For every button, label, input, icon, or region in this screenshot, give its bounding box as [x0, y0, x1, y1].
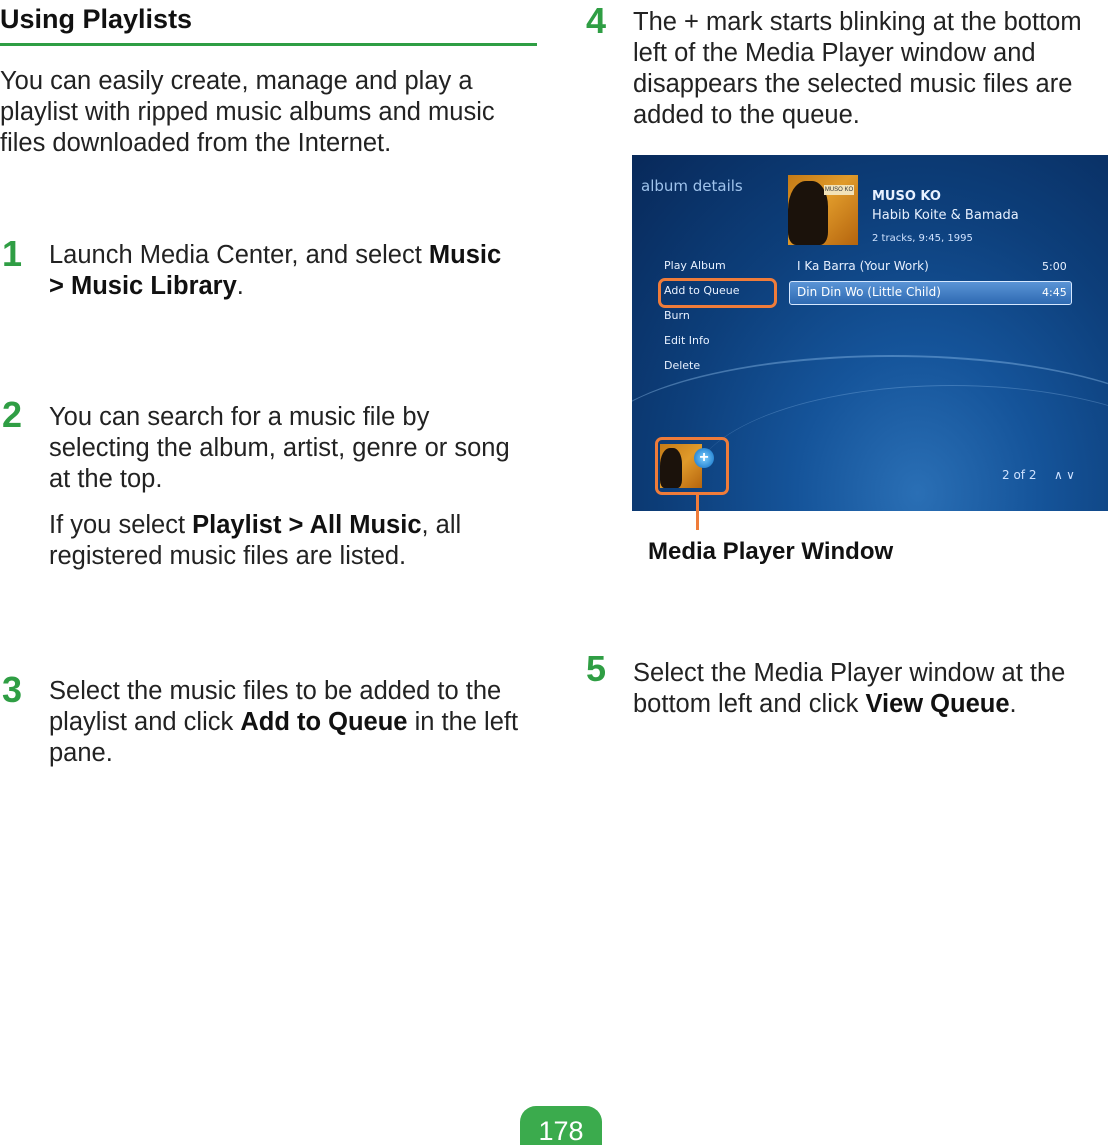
- step-2-number: 2: [2, 394, 23, 435]
- album-cover-figure: [788, 181, 828, 245]
- section-title: Using Playlists: [0, 4, 193, 34]
- step-2-note-bold: Playlist > All Music: [192, 511, 422, 539]
- track-2-duration: 4:45: [1042, 286, 1067, 299]
- callout-line: [696, 492, 699, 530]
- step-3-text: [49, 676, 539, 769]
- menu-edit-info[interactable]: Edit Info: [664, 334, 710, 347]
- step-4-text: The + mark starts blinking at the bottom left of the Media Player window and disappears the selected music files are added to the queue.: [633, 8, 1082, 129]
- menu-add-to-queue[interactable]: Add to Queue: [664, 284, 740, 297]
- step-2-note: [49, 510, 529, 572]
- media-center-screenshot: [632, 155, 1108, 511]
- media-player-highlight: [655, 437, 729, 495]
- step-4-number: 4: [586, 0, 607, 41]
- pager-text: 2 of 2: [1002, 468, 1037, 482]
- menu-play-album[interactable]: Play Album: [664, 259, 726, 272]
- step-2-text: You can search for a music file by selecting the album, artist, genre or song at the top.: [49, 403, 510, 493]
- step-1-bold: Music > Music Library: [49, 241, 502, 300]
- intro-paragraph: You can easily create, manage and play a playlist with ripped music albums and music files downloaded from the Internet.: [0, 67, 495, 157]
- menu-burn[interactable]: Burn: [664, 309, 690, 322]
- page-number: 178: [538, 1116, 584, 1146]
- album-cover-tag: MUSO KO: [824, 187, 854, 193]
- step-5-bold: View Queue: [865, 690, 1010, 718]
- title-divider: [0, 43, 537, 46]
- album-details-heading: album details: [641, 177, 743, 195]
- step-2-note-before: If you select: [49, 511, 193, 539]
- step-5-text-before: Select the Media Player window at the bottom left and click: [633, 659, 1066, 718]
- step-1-text-before: Launch Media Center, and select: [49, 241, 429, 269]
- chevron-up-down-icon[interactable]: ∧ ∨: [1054, 468, 1075, 482]
- album-artist: Habib Koite & Bamada: [872, 208, 1019, 223]
- step-1-number: 1: [2, 233, 23, 274]
- step-3-text-before: Select the music files to be added to the playlist and click: [49, 677, 502, 736]
- album-title: MUSO KO: [872, 189, 941, 204]
- step-5-number: 5: [586, 648, 607, 689]
- add-to-queue-highlight: [658, 278, 777, 308]
- album-meta: 2 tracks, 9:45, 1995: [872, 233, 973, 244]
- step-5-text: [633, 658, 1117, 720]
- track-2-title[interactable]: Din Din Wo (Little Child): [797, 285, 941, 299]
- album-cover-image: [788, 175, 858, 245]
- step-2-note-after: , all registered music files are listed.: [49, 511, 462, 570]
- track-1-duration: 5:00: [1042, 260, 1067, 273]
- step-1-text: [49, 240, 519, 302]
- step-3-number: 3: [2, 669, 23, 710]
- step-5-text-after: .: [1009, 690, 1017, 718]
- callout-label: Media Player Window: [648, 538, 894, 565]
- step-1-text-after: .: [236, 272, 244, 300]
- step-3-text-after: in the left pane.: [49, 708, 519, 767]
- step-3-bold: Add to Queue: [240, 708, 408, 736]
- track-1-title[interactable]: I Ka Barra (Your Work): [797, 259, 929, 273]
- menu-delete[interactable]: Delete: [664, 359, 701, 372]
- plus-icon: +: [694, 448, 714, 468]
